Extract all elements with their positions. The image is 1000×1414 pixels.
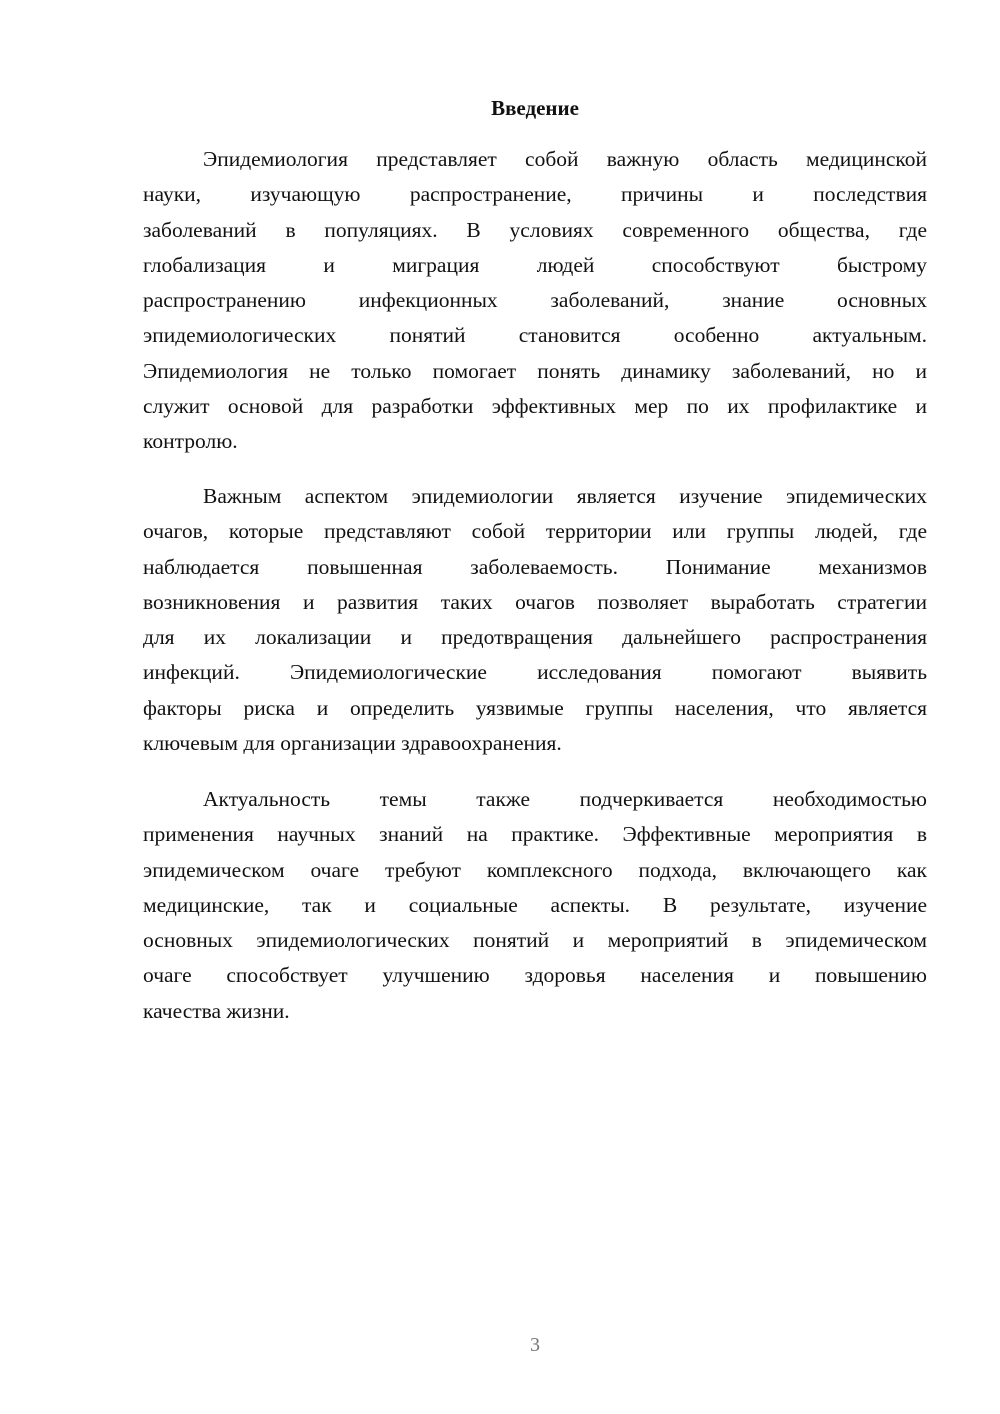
text-line: распространению инфекционных заболеваний, знание основных bbox=[143, 288, 927, 313]
text-line: для их локализации и предотвращения дальнейшего распространения bbox=[143, 625, 927, 650]
text-line: контролю. bbox=[143, 429, 238, 454]
text-line: очагов, которые представляют собой территории или группы людей, где bbox=[143, 519, 927, 544]
text-line: медицинские, так и социальные аспекты. В результате, изучение bbox=[143, 892, 927, 917]
text-line: очаге способствует улучшению здоровья населения и повышению bbox=[143, 963, 927, 988]
text-line: Актуальность темы также подчеркивается необходимостью bbox=[203, 787, 927, 811]
text-line: инфекций. Эпидемиологические исследования помогают выявить bbox=[143, 660, 927, 685]
text-line: Эпидемиология представляет собой важную область медицинской bbox=[203, 147, 927, 171]
text-line: эпидемиологических понятий становится особенно актуальным. bbox=[143, 323, 927, 348]
text-line: возникновения и развития таких очагов позволяет выработать стратегии bbox=[143, 589, 927, 614]
text-line: Эпидемиология не только помогает понять динамику заболеваний, но и bbox=[143, 358, 927, 383]
text-line: глобализация и миграция людей способствуют быстрому bbox=[143, 252, 927, 277]
text-line: применения научных знаний на практике. Эффективные мероприятия в bbox=[143, 822, 927, 847]
text-line: качества жизни. bbox=[143, 998, 290, 1023]
text-line: науки, изучающую распространение, причины и последствия bbox=[143, 182, 927, 207]
paragraph bbox=[143, 782, 927, 1029]
text-line: Важным аспектом эпидемиологии является изучение эпидемических bbox=[203, 484, 927, 508]
text-line: заболеваний в популяциях. В условиях современного общества, где bbox=[143, 217, 927, 242]
text-line: эпидемическом очаге требуют комплексного подхода, включающего как bbox=[143, 857, 927, 882]
text-line: основных эпидемиологических понятий и мероприятий в эпидемическом bbox=[143, 928, 927, 953]
paragraph bbox=[143, 142, 927, 460]
text-line: факторы риска и определить уязвимые группы населения, что является bbox=[143, 695, 927, 720]
section-heading: Введение bbox=[491, 96, 579, 120]
page-number: 3 bbox=[530, 1334, 540, 1356]
text-line: ключевым для организации здравоохранения. bbox=[143, 731, 562, 756]
text-line: наблюдается повышенная заболеваемость. Понимание механизмов bbox=[143, 554, 927, 579]
paragraph bbox=[143, 479, 927, 761]
text-line: служит основой для разработки эффективных мер по их профилактике и bbox=[143, 394, 927, 419]
